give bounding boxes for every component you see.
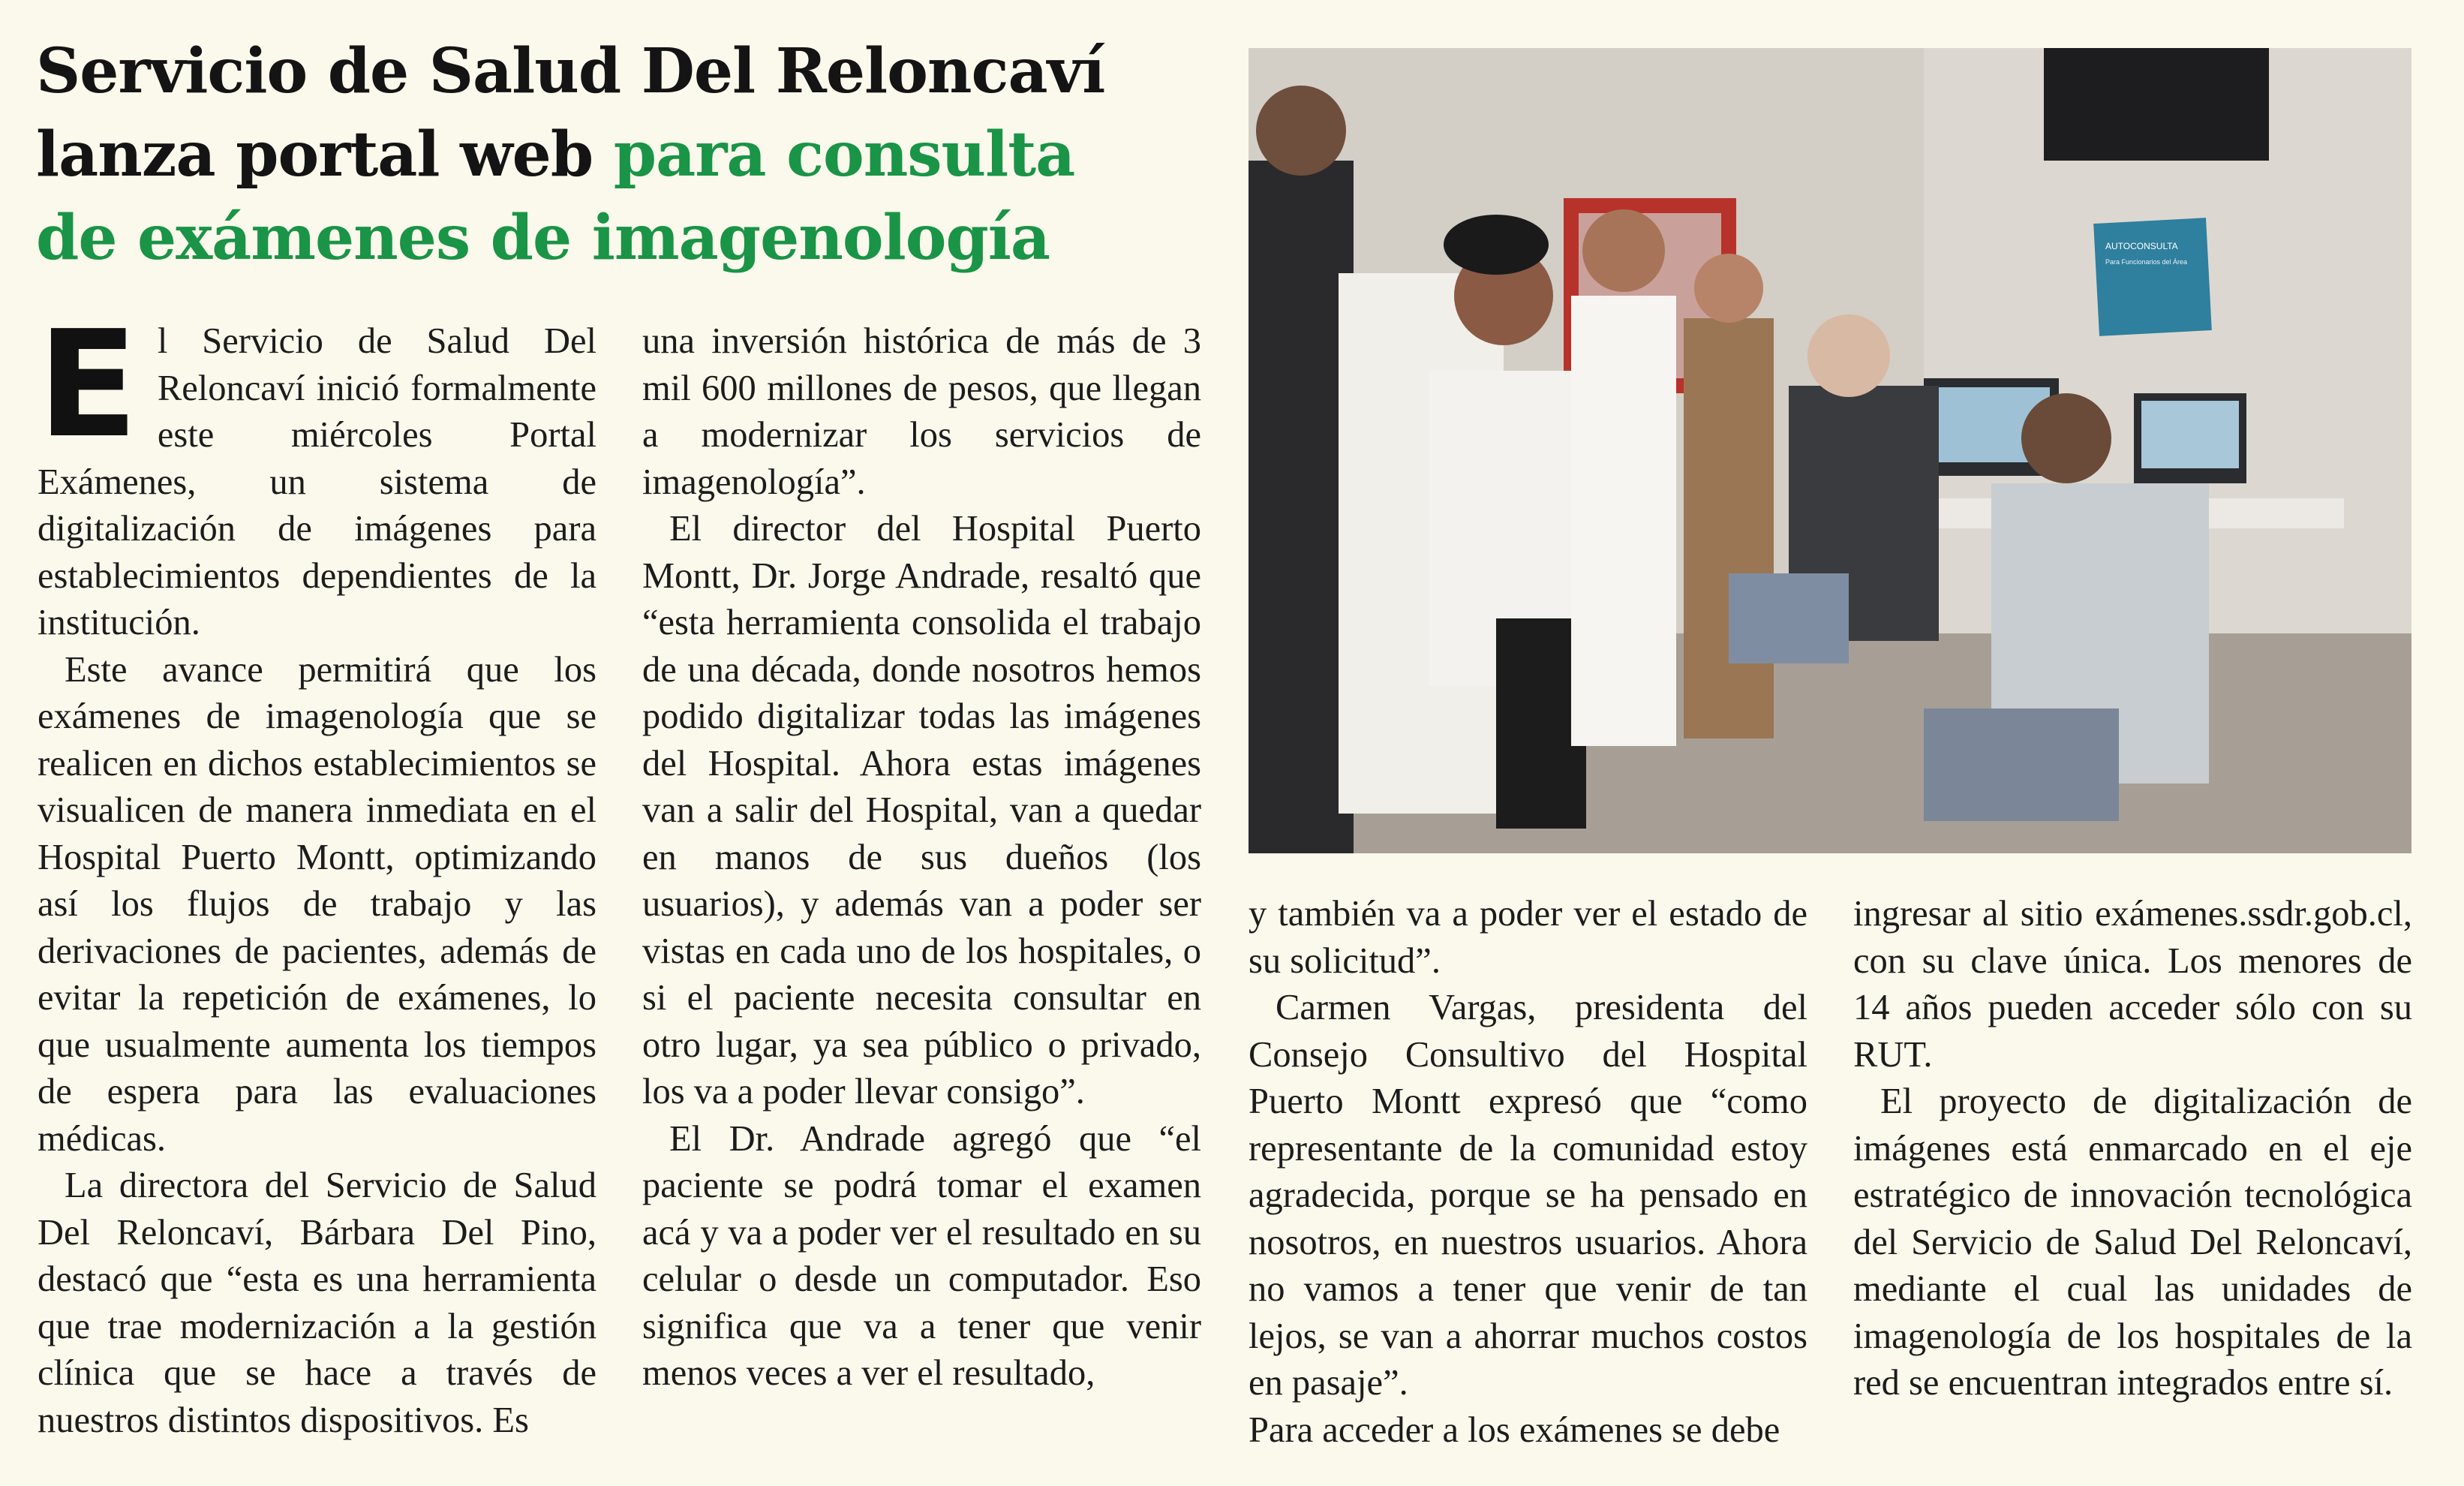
col2-paragraph-2: El director del Hospital Puerto Montt, Dr. Jorge Andrade, resaltó que “esta herramienta consolida el trabajo de una década, donde nosotros hemos podido digitalizar todas las imágenes del Hospital. Ahora estas imágenes van a salir del Hospital, van a quedar en manos de sus dueños (los usuarios), y además van a poder ser vistas en cada uno de los hospitales, o si el paciente necesita consultar en otro lugar, ya sea público o privado, los va a poder llevar consigo”.: [642, 509, 1201, 1111]
col1-paragraph-1: l Servicio de Salud Del Reloncaví inició formalmente este miércoles Portal Exámenes, un sistema de digitalización de imágenes para establecimientos dependientes de la institución.: [38, 321, 596, 642]
drop-cap: E: [38, 299, 138, 471]
headline-line-2-dark: lanza portal web: [36, 119, 614, 191]
headline-line-3: de exámenes de imagenología: [36, 202, 1050, 274]
article-column-4: [1853, 891, 2412, 1407]
wall-sign-subtitle: Para Funcionarios del Área: [2105, 258, 2188, 266]
chair-right: [1924, 708, 2119, 821]
wall-sign-title: AUTOCONSULTA: [2105, 241, 2178, 251]
chair-left: [1729, 573, 1849, 663]
col3-paragraph-3: Para acceder a los exámenes se debe: [1249, 1409, 1780, 1450]
col2-paragraph-3: El Dr. Andrade agregó que “el paciente se podrá tomar el examen acá y va a poder ver el resultado en su celular o desde un computador. Eso significa que va a tener que venir menos veces a ver el resultado,: [642, 1118, 1201, 1393]
col4-paragraph-2: El proyecto de digitalización de imágenes está enmarcado en el eje estratégico de innovación tecnológica del Servicio de Salud Del Reloncaví, mediante el cual las unidades de imagenología de los hospitales de la red se encuentran integrados entre sí.: [1853, 1081, 2412, 1403]
col1-paragraph-2: Este avance permitirá que los exámenes de imagenología que se realicen en dichos establecimientos se visualicen de manera inmediata en el Hospital Puerto Montt, optimizando así los flujos de trabajo y las derivaciones de pacientes, además de evitar la repetición de exámenes, lo que usualmente aumenta los tiempos de espera para las evaluaciones médicas.: [38, 649, 596, 1159]
col2-paragraph-1: una inversión histórica de más de 3 mil 600 millones de pesos, que llegan a modernizar los servicios de imagenología”.: [642, 321, 1201, 502]
col1-paragraph-3: La directora del Servicio de Salud Del Reloncaví, Bárbara Del Pino, destacó que “esta es una herramienta que trae modernización a la gestión clínica que se hace a través de nuestros distintos dispositivos. Es: [38, 1166, 596, 1440]
article-column-3: [1249, 891, 1807, 1454]
col3-paragraph-1: y también va a poder ver el estado de su solicitud”.: [1249, 894, 1807, 981]
headline-line-1: Servicio de Salud Del Reloncaví: [36, 35, 1105, 107]
col4-paragraph-1: ingresar al sitio exámenes.ssdr.gob.cl, con su clave única. Los menores de 14 años pueden acceder sólo con su RUT.: [1853, 894, 2412, 1075]
col3-paragraph-2: Carmen Vargas, presidenta del Consejo Consultivo del Hospital Puerto Montt expresó que “como representante de la comunidad estoy agradecida, porque se ha pensado en nosotros, en nuestros usuarios. Ahora no vamos a tener que venir de tan lejos, se van a ahorrar muchos costos en pasaje”.: [1249, 988, 1807, 1403]
photo-illustration: [1249, 48, 2411, 853]
headline: [36, 30, 1221, 280]
article-photo: [1249, 48, 2411, 853]
wall-tv: [2044, 48, 2269, 161]
article-column-1: [38, 299, 596, 1444]
headline-line-2-green: para consulta: [613, 119, 1075, 191]
article-column-2: [642, 318, 1201, 1397]
wall-sign: [2093, 218, 2212, 336]
